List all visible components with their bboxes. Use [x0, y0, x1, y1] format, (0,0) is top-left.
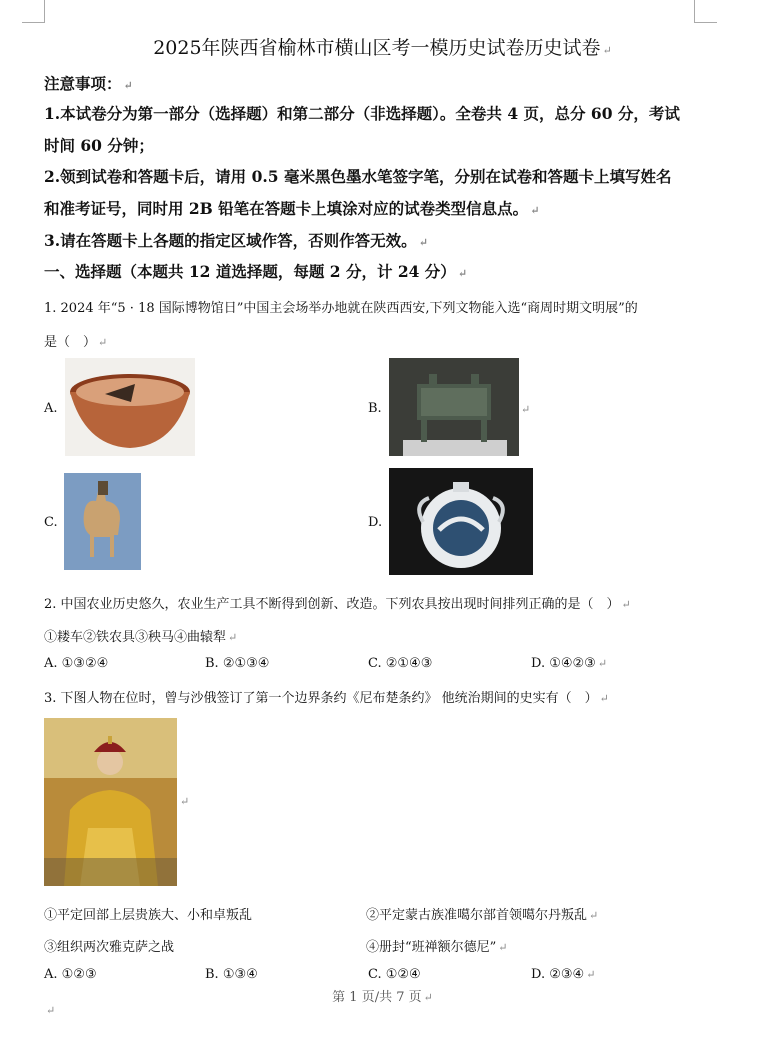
- notice-line-2a: 2.领到试卷和答题卡后，请用 0.5 毫米黑色墨水笔签字笔，分别在试卷和答题卡上填写姓名: [44, 167, 672, 186]
- q2-option-b: B. ②①③④: [205, 656, 270, 671]
- q3-statement-2: ②平定蒙古族准噶尔部首领噶尔丹叛乱 ↵: [366, 908, 599, 923]
- q3-option-a: A. ①②③: [44, 967, 97, 982]
- notice-heading: 注意事项： ↵: [44, 74, 133, 93]
- q3-option-c: C. ①②④: [368, 967, 421, 982]
- paragraph-mark: ↵: [521, 403, 531, 416]
- q1-option-b-image: [389, 358, 519, 456]
- section-heading: 一、选择题（本题共 12 道选择题，每题 2 分，计 24 分） ↵: [44, 262, 468, 281]
- q1-option-d-label: D.: [368, 515, 383, 530]
- q1-stem-line-2: 是（ ） ↵: [44, 335, 108, 350]
- q1-option-b-label: B.: [368, 401, 382, 416]
- q2-stem: 2. 中国农业历史悠久，农业生产工具不断得到创新、改造。下列农具按出现时间排列正确的是（ ） ↵: [44, 597, 631, 612]
- crop-mark-top-left: [22, 0, 45, 23]
- q3-portrait-image: [44, 718, 177, 886]
- q2-items: ①耧车②铁农具③秧马④曲辕犁 ↵: [44, 630, 238, 645]
- q1-option-a-label: A.: [44, 401, 58, 416]
- paragraph-mark: ↵: [180, 795, 190, 808]
- q2-option-d: D. ①④②③ ↵: [531, 656, 608, 671]
- paragraph-mark: ↵: [46, 1004, 56, 1017]
- q1-stem-line-1: 1. 2024 年“5 · 18 国际博物馆日”中国主会场举办地就在陕西西安,下列文物能入选“商周时期文明展”的: [44, 301, 638, 316]
- notice-line-1b: 时间 60 分钟；: [44, 136, 154, 155]
- q2-option-a: A. ①③②④: [44, 656, 109, 671]
- q2-option-c: C. ②①④③: [368, 656, 433, 671]
- page-footer: 第 1 页/共 7 页 ↵: [332, 990, 433, 1005]
- q3-stem: 3. 下图人物在位时，曾与沙俄签订了第一个边界条约《尼布楚条约》 他统治期间的史实有（ ） ↵: [44, 691, 609, 706]
- crop-mark-top-right: [694, 0, 717, 23]
- notice-line-2b: 和准考证号，同时用 2B 铅笔在答题卡上填涂对应的试卷类型信息点。 ↵: [44, 199, 540, 218]
- q3-option-d: D. ②③④ ↵: [531, 967, 596, 982]
- q3-option-b: B. ①③④: [205, 967, 258, 982]
- q3-statement-3: ③组织两次雅克萨之战: [44, 940, 175, 955]
- q3-statement-1: ①平定回部上层贵族大、小和卓叛乱: [44, 908, 253, 923]
- page-title: 2025年陕西省榆林市横山区考一模历史试卷历史试卷 ↵: [153, 37, 612, 59]
- notice-line-3: 3.请在答题卡上各题的指定区域作答，否则作答无效。 ↵: [44, 231, 428, 250]
- q1-option-c-image: [64, 473, 141, 570]
- q1-option-d-image: [389, 468, 533, 575]
- q1-option-c-label: C.: [44, 515, 58, 530]
- notice-line-1a: 1.本试卷分为第一部分（选择题）和第二部分（非选择题）。全卷共 4 页，总分 60 分，考试: [44, 104, 680, 123]
- q3-statement-4: ④册封“班禅额尔德尼” ↵: [366, 940, 508, 955]
- q1-option-a-image: [65, 358, 195, 456]
